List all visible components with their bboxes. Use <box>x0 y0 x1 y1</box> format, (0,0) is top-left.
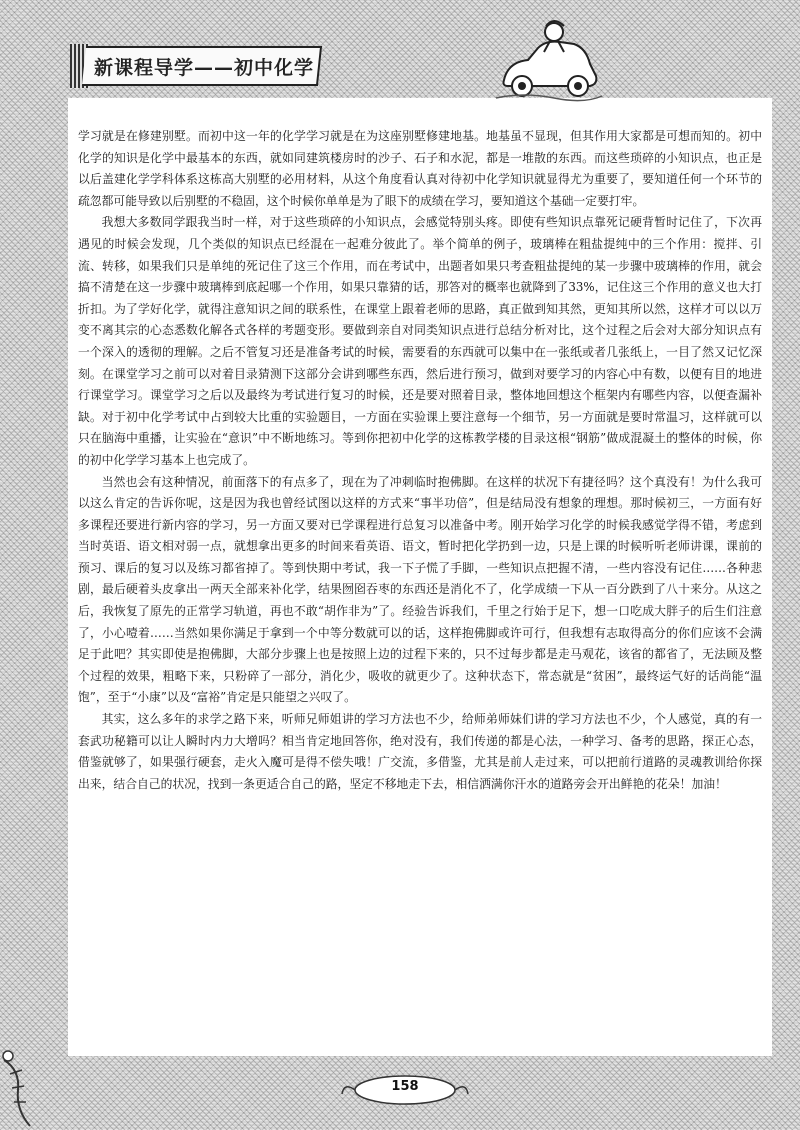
article-body <box>78 126 762 795</box>
header-banner <box>82 46 322 86</box>
paragraph: 其实，这么多年的求学之路下来，听师兄师姐讲的学习方法也不少，给师弟师妹们讲的学习方法也不少，个人感觉，真的有一套武功秘籍可以让人瞬时内力大增吗？相当肯定地回答你，绝对没有，我们传递的都是心法，一种学习、备考的思路，探正心态，借鉴就够了，如果强行硬套，走火入魔可是得不偿失哦！广交流，多借鉴，尤其是前人走过来，可以把前行道路的灵魂教训给你探出来，结合自己的状况，找到一条更适合自己的路，坚定不移地走下去，相信洒满你汗水的道路旁会开出鲜艳的花朵！加油！ <box>78 712 762 791</box>
header-title: 新课程导学——初中化学 <box>94 56 315 79</box>
corner-decoration-icon <box>0 1040 70 1130</box>
paragraph: 当然也会有这种情况，前面落下的有点多了，现在为了冲刺临时抱佛脚。在这样的状况下有捷径吗？这个真没有！为什么我可以这么肯定的告诉你呢，这是因为我也曾经试图以这样的方式来“事半功倍”，但是结局没有想象的理想。那时候初三，一方面有好多课程还要进行新内容的学习，另一方面又要对已学课程进行总复习以准备中考。刚开始学习化学的时候我感觉学得不错，考虑到当时英语、语文相对弱一点，就想拿出更多的时间来看英语、语文，暂时把化学扔到一边，只是上课的时候听听老师讲课，课前的预习、课后的复习以及练习都省掉了。等到快期中考试，我一下子慌了手脚，一些知识点把握不清，一些内容没有记住……各种悲剧，最后硬着头皮拿出一两天全部来补化学，结果囫囵吞枣的东西还是消化不了，化学成绩一下从一百分跌到了八十来分。从这之后，我恢复了原先的正常学习轨道，再也不敢“胡作非为”了。经验告诉我们，千里之行始于足下，想一口吃成大胖子的后生们注意了，小心噎着……当然如果你满足于拿到一个中等分数就可以的话，这样抱佛脚或许可行，但我想有志取得高分的你们应该不会满足于此吧？其实即使是抱佛脚，大部分步骤上也是按照上边的过程下来的，只不过每步都是走马观花，该省的都省了，无法顾及整个过程的效果，粗略下来，只粉碎了一部分，消化少，吸收的就更少了。这种状态下，常态就是“贫困”，最终运气好的话尚能“温饱”，至于“小康”以及“富裕”肯定是只能望之兴叹了。 <box>78 474 762 705</box>
page-number: 158 <box>391 1079 419 1094</box>
paragraph: 我想大多数同学跟我当时一样，对于这些琐碎的小知识点，会感觉特别头疼。即使有些知识点靠死记硬背暂时记住了，下次再遇见的时候会发现，几个类似的知识点已经混在一起难分彼此了。举个简单的例子，玻璃棒在粗盐提纯中的三个作用：搅拌、引流、转移，如果我们只是单纯的死记住了这三个作用，而在考试中，出题者如果只考查粗盐提纯的某一步骤中玻璃棒的作用，就会搞不清楚在这一步骤中玻璃棒到底起哪一个作用，如果只靠猜的话，那答对的概率也就降到了33%，记住这三个作用的意义也大打折扣。为了学好化学，就得注意知识之间的联系性，在课堂上跟着老师的思路，真正做到知其然，更知其所以然，这样才可以以万变不离其宗的心态悉数化解各式各样的考题变形。要做到亲自对同类知识点进行总结分析对比，这个过程之后会对大部分知识点有一个深入的透彻的理解。之后不管复习还是准备考试的时候，需要看的东西就可以集中在一张纸或者几张纸上，一目了然又记忆深刻。在课堂学习之前可以对着目录猜测下这部分会讲到哪些东西，然后进行预习，做到对要学习的内容心中有数，以便有目的地进行课堂学习。课堂学习之后以及最终为考试进行复习的时候，还是要对照着目录，整体地回想这个框架内有哪些内容，以便查漏补缺。对于初中化学考试中占到较大比重的实验题目，一方面在实验课上要注意每一个细节，另一方面就是要时常温习，这样就可以只在脑海中重播，让实验在“意识”中不断地练习。等到你把初中化学的这栋教学楼的目录这根“钢筋”做成混凝土的整体的时候，你的初中化学学习基本上也完成了。 <box>78 215 762 467</box>
paragraph: 学习就是在修建别墅。而初中这一年的化学学习就是在为这座别墅修建地基。地基虽不显现，但其作用大家都是可想而知的。初中化学的知识是化学中最基本的东西，就如同建筑楼房时的沙子、石子和水泥，都是一堆散的东西。而这些琐碎的小知识点，也正是以后盖建化学学科体系这栋高大别墅的必用材料，从这个角度看认真对待初中化学知识就显得尤为重要了，要知道任何一个环节的疏忽都可能导致以后别墅的不稳固，这个时候你单单是为了眼下的成绩在学习，要知道这个基础一定要打牢。 <box>78 129 762 208</box>
cartoon-car-illustration-icon <box>494 18 604 104</box>
